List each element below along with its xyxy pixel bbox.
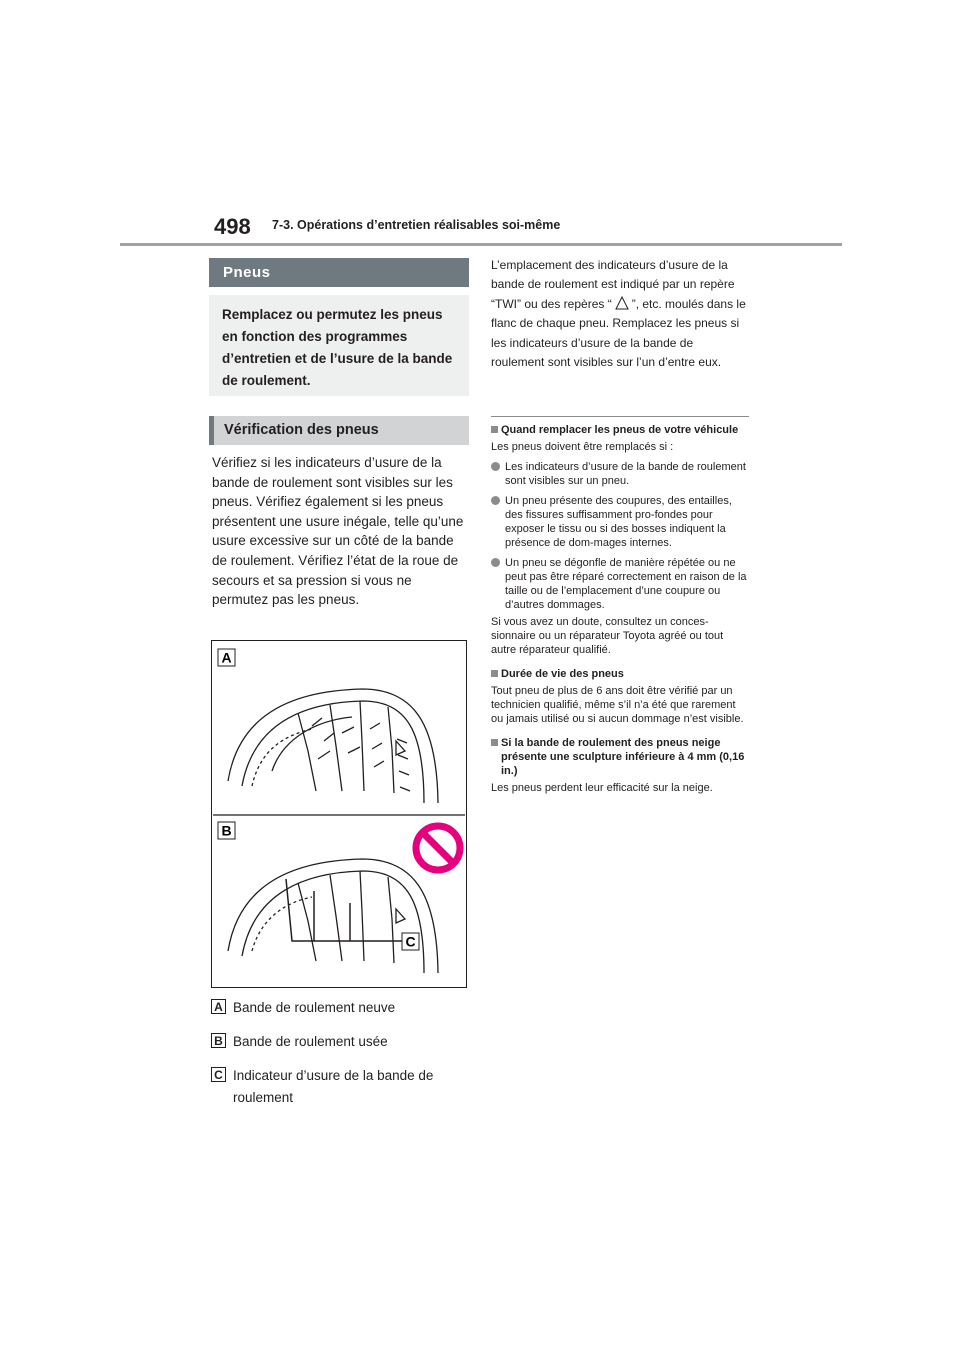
note-bullet: Les indicateurs d’usure de la bande de roulement sont visibles sur un pneu.	[491, 460, 749, 488]
header-divider	[120, 243, 842, 246]
label-a: A	[221, 649, 232, 666]
label-b: B	[221, 822, 232, 839]
new-tread-tire	[228, 689, 438, 803]
summary-box: Remplacez ou permutez les pneus en fonction des programmes d’entretien et de l’usure de la bande de roulement.	[209, 295, 469, 396]
notes-divider	[491, 416, 749, 417]
prohibited-icon	[416, 826, 460, 870]
legend-key-b: B	[211, 1033, 226, 1048]
bullet-dot-icon	[491, 496, 500, 505]
bullet-dot-icon	[491, 462, 500, 471]
indicator-callouts	[286, 879, 402, 941]
legend-key-c: C	[211, 1067, 226, 1082]
note-title-replace: Quand remplacer les pneus de votre véhicule	[491, 423, 749, 437]
note-title-snow: Si la bande de roulement des pneus neige présente une sculpture inférieure à 4 mm (0,16 in.)	[491, 736, 749, 778]
legend-text-a: Bande de roulement neuve	[233, 1000, 396, 1015]
note-title-lifespan: Durée de vie des pneus	[491, 667, 749, 681]
worn-tread-tire	[228, 859, 438, 973]
triangle-mark-icon	[615, 296, 629, 310]
note-bullet: Un pneu se dégonfle de manière répétée ou ne peut pas être réparé correctement en raison de la taille ou de l’emplacement d’une coupure ou d’autres dommages.	[491, 556, 749, 612]
label-c: C	[405, 933, 416, 950]
tread-indicator-text	[491, 256, 747, 372]
note-intro-replace: Les pneus doivent être remplacés si :	[491, 441, 674, 453]
notes-section	[491, 423, 749, 795]
page-number: 498	[214, 214, 251, 239]
tire-figure	[211, 640, 467, 988]
legend-key-a: A	[211, 999, 226, 1014]
intro-part-1: L’emplacement des indicateurs d’usure de la bande de roulement est indiqué par un repère “TWI” ou des repères “	[491, 258, 735, 311]
section-title: Pneus	[209, 258, 469, 287]
chapter-title: 7-3. Opérations d’entretien réalisables soi-même	[272, 218, 561, 232]
note-text-snow: Les pneus perdent leur efficacité sur la neige.	[491, 782, 713, 794]
note-text-lifespan: Tout pneu de plus de 6 ans doit être vérifié par un technicien qualifié, même s’il n’a été que rarement ou jamais utilisé ou si aucun dommage n’est visible.	[491, 685, 744, 725]
legend-text-b: Bande de roulement usée	[233, 1034, 388, 1049]
intro-part-2: ”, etc. moulés dans le flanc de chaque pneu. Remplacez les pneus si les indicateurs d’usure de la bande de roulement sont visibles sur l’un d’entre eux.	[491, 296, 746, 370]
bullet-dot-icon	[491, 558, 500, 567]
legend-text-c: Indicateur d’usure de la bande de roulement	[233, 1068, 434, 1105]
note-bullet: Un pneu présente des coupures, des entailles, des fissures suffisamment pro-fondes pour exposer le tissu ou si des bosses indiquent la présence de dom-mages internes.	[491, 494, 749, 550]
note-outro-replace: Si vous avez un doute, consultez un conces-sionnaire ou un réparateur Toyota agréé ou tout autre réparateur qualifié.	[491, 616, 724, 656]
body-text: Vérifiez si les indicateurs d’usure de la bande de roulement sont visibles sur les pneus. Vérifiez également si les pneus présentent une usure inégale, telle qu’une usure excessive sur un côté de la bande de roulement. Vérifiez l’état de la roue de secours et sa pression si vous ne permutez pas les pneus.	[212, 455, 464, 608]
subsection-title: Vérification des pneus	[209, 416, 469, 445]
tire-illustration	[212, 641, 466, 987]
